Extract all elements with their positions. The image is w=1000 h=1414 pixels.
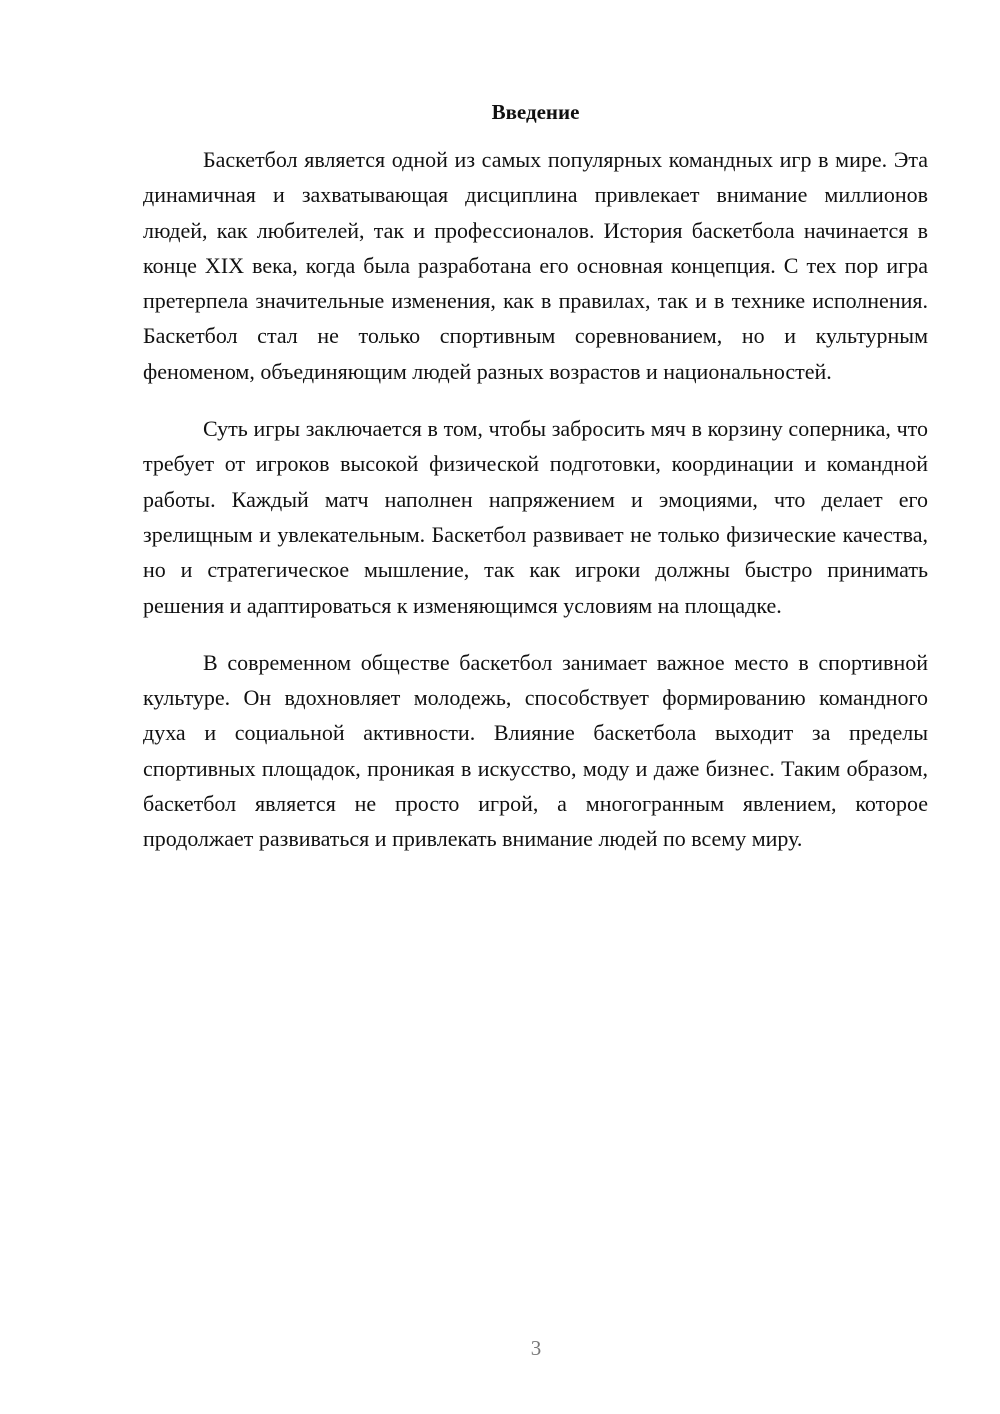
- page-title: Введение: [491, 100, 580, 124]
- paragraph-1: Баскетбол является одной из самых популярных командных игр в мире. Эта динамичная и захватывающая дисциплина привлекает внимание миллионов людей, как любителей, так и профессионалов. История баскетбола начинается в конце XIX века, когда была разработана его основная концепция. С тех пор игра претерпела значительные изменения, как в правилах, так и в технике исполнения. Баскетбол стал не только спортивным соревнованием, но и культурным феноменом, объединяющим людей разных возрастов и национальностей.: [143, 147, 928, 384]
- page-number: 3: [530, 1336, 542, 1360]
- paragraph-2: Суть игры заключается в том, чтобы забросить мяч в корзину соперника, что требует от игроков высокой физической подготовки, координации и командной работы. Каждый матч наполнен напряжением и эмоциями, что делает его зрелищным и увлекательным. Баскетбол развивает не только физические качества, но и стратегическое мышление, так как игроки должны быстро принимать решения и адаптироваться к изменяющимся условиям на площадке.: [143, 416, 928, 618]
- paragraph-3: В современном обществе баскетбол занимает важное место в спортивной культуре. Он вдохновляет молодежь, способствует формированию командного духа и социальной активности. Влияние баскетбола выходит за пределы спортивных площадок, проникая в искусство, моду и даже бизнес. Таким образом, баскетбол является не просто игрой, а многогранным явлением, которое продолжает развиваться и привлекать внимание людей по всему миру.: [143, 649, 928, 852]
- document-body: [143, 142, 928, 879]
